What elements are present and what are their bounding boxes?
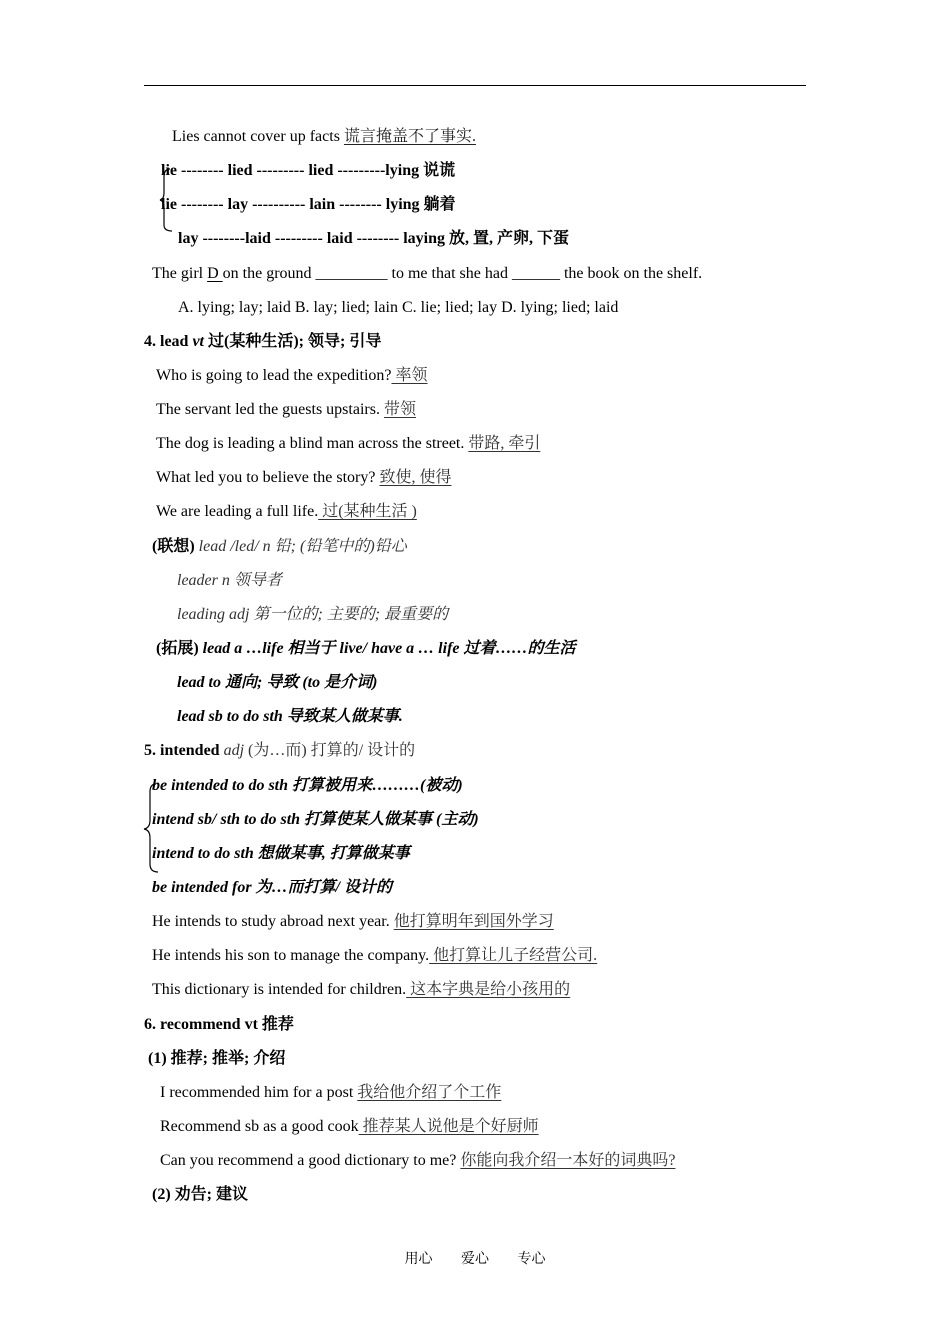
- association-text: lead /led/ n 铅; (铅笔中的)铅心: [198, 538, 407, 555]
- sentence-text: The dog is leading a blind man across the street.: [156, 435, 469, 452]
- extension-label: (拓展): [156, 640, 203, 657]
- heading-pos: vt: [192, 333, 204, 350]
- sentence-text: Lies cannot cover up facts: [172, 128, 344, 145]
- example-recommend-1: [160, 1083, 501, 1103]
- header-rule: [144, 85, 806, 86]
- extension-text: lead a …life 相当于 live/ have a … life 过着……的生活: [202, 640, 576, 657]
- sentence-text: Recommend sb as a good cook: [160, 1118, 359, 1135]
- verb-forms-lie-lay: lie -------- lay ---------- lain -------- lying 躺着: [161, 196, 456, 213]
- sentence-text: He intends his son to manage the company.: [152, 947, 430, 964]
- sentence-text: This dictionary is intended for children.: [152, 981, 407, 998]
- sentence-text: I recommended him for a post: [160, 1084, 358, 1101]
- footer-word: 爱心: [461, 1251, 489, 1267]
- example-lead-2: [156, 400, 416, 420]
- association-leading: leading adj 第一位的; 主要的; 最重要的: [177, 606, 449, 623]
- association-lead: [152, 537, 407, 557]
- example-recommend-2: [160, 1117, 539, 1137]
- answer-blank: D: [207, 265, 223, 282]
- example-intend-2: [152, 946, 597, 966]
- phrase-be-intended-to: be intended to do sth 打算被用来………(被动): [152, 777, 463, 794]
- phrase-intend-sb-to: intend sb/ sth to do sth 打算使某人做某事 (主动): [152, 811, 479, 828]
- sentence-text: What led you to believe the story?: [156, 469, 380, 486]
- question-text-rest: on the ground _________ to me that she had ______ the book on the shelf.: [222, 265, 703, 282]
- heading-meaning: (为…而) 打算的/ 设计的: [244, 742, 416, 759]
- verb-forms-lie-lied: lie -------- lied --------- lied ---------lying 说谎: [161, 162, 456, 179]
- phrase-intend-to: intend to do sth 想做某事, 打算做某事: [152, 845, 410, 862]
- association-leader: leader n 领导者: [177, 572, 282, 589]
- extension-lead: [156, 639, 576, 659]
- section-heading-intended: [144, 741, 415, 761]
- association-label: (联想): [152, 538, 199, 555]
- exercise-question: [152, 264, 702, 284]
- example-intend-1: [152, 912, 554, 932]
- subheading-recommend-1: (1) 推荐; 推举; 介绍: [148, 1050, 286, 1067]
- example-recommend-3: [160, 1151, 675, 1171]
- example-intend-3: [152, 980, 570, 1000]
- translation-answer: 我给他介绍了个工作: [357, 1084, 502, 1101]
- sentence-text: Who is going to lead the expedition?: [156, 367, 392, 384]
- translation-answer: 你能向我介绍一本好的词典吗?: [460, 1152, 676, 1169]
- translation-answer: 他打算明年到国外学习: [393, 913, 554, 930]
- sentence-text: The servant led the guests upstairs.: [156, 401, 384, 418]
- heading-word: 5. intended: [144, 742, 224, 759]
- translation-answer: 这本字典是给小孩用的: [406, 981, 571, 998]
- heading-pos: adj: [223, 742, 245, 759]
- heading-meaning: 过(某种生活); 领导; 引导: [204, 333, 382, 350]
- question-text: The girl: [152, 265, 208, 282]
- translation-answer: 带路, 牵引: [468, 435, 541, 452]
- sentence-text: He intends to study abroad next year.: [152, 913, 394, 930]
- example-lead-3: [156, 434, 540, 454]
- translation-answer: 率领: [391, 367, 428, 384]
- phrase-be-intended-for: be intended for 为…而打算/ 设计的: [152, 879, 392, 896]
- translation-answer: 致使, 使得: [379, 469, 452, 486]
- extension-lead-sb: lead sb to do sth 导致某人做某事.: [177, 708, 403, 725]
- verb-forms-lay-laid: lay --------laid --------- laid -------- laying 放, 置, 产卵, 下蛋: [178, 230, 570, 247]
- footer-word: 专心: [517, 1251, 546, 1267]
- subheading-recommend-2: (2) 劝告; 建议: [152, 1186, 248, 1203]
- heading-word: 4. lead: [144, 333, 193, 350]
- translation-answer: 谎言掩盖不了事实.: [343, 128, 476, 145]
- section-heading-recommend: 6. recommend vt 推荐: [144, 1016, 294, 1033]
- translation-answer: 他打算让儿子经营公司.: [429, 947, 598, 964]
- example-lead-1: [156, 366, 428, 386]
- extension-lead-to: lead to 通向; 导致 (to 是介词): [177, 674, 378, 691]
- translation-answer: 过(某种生活 ): [318, 503, 417, 520]
- footer-word: 用心: [404, 1251, 433, 1267]
- translation-answer: 推荐某人说他是个好厨师: [358, 1118, 539, 1135]
- example-lead-5: [156, 502, 417, 522]
- exercise-options: A. lying; lay; laid B. lay; lied; lain C. lie; lied; lay D. lying; lied; laid: [178, 299, 619, 316]
- translation-answer: 带领: [383, 401, 416, 418]
- example-lead-4: [156, 468, 452, 488]
- section-heading-lead: [144, 332, 381, 352]
- sentence-text: We are leading a full life.: [156, 503, 319, 520]
- example-sentence-lies: [172, 127, 476, 147]
- page-footer: [0, 1248, 950, 1268]
- sentence-text: Can you recommend a good dictionary to me?: [160, 1152, 461, 1169]
